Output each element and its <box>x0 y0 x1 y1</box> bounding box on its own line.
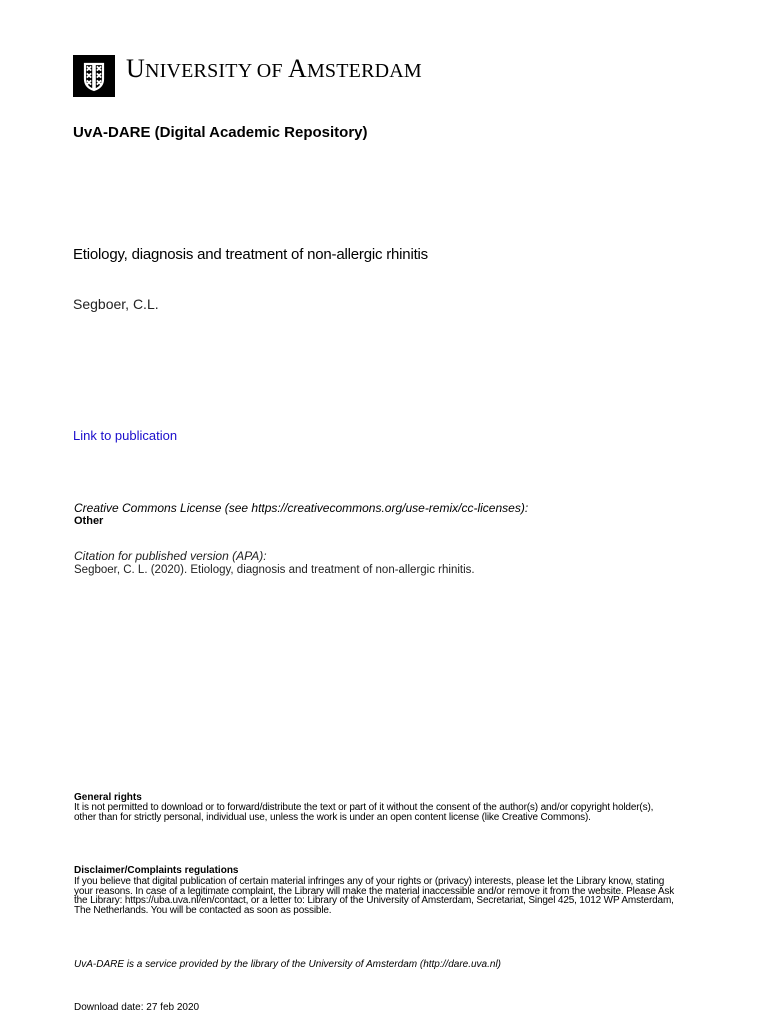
disclaimer-heading: Disclaimer/Complaints regulations <box>74 865 239 876</box>
license-value: Other <box>74 515 104 527</box>
univ-name-part-2: NIVERSITY OF <box>144 60 288 82</box>
license-label: Creative Commons License (see https://creativecommons.org/use-remix/cc-licenses): <box>74 501 529 515</box>
disclaimer-line: The Netherlands. You will be contacted as soon as possible. <box>74 904 332 916</box>
general-rights-line: It is not permitted to download or to forward/distribute the text or part of it without the consent of the author(s) and/or copyright holder(s), <box>74 802 654 813</box>
univ-name-part-3: A <box>287 54 307 83</box>
citation-label: Citation for published version (APA): <box>74 549 267 563</box>
university-name <box>126 55 422 85</box>
citation-value: Segboer, C. L. (2020). Etiology, diagnosis and treatment of non-allergic rhinitis. <box>74 564 475 576</box>
univ-name-part-1: U <box>126 54 145 83</box>
disclaimer-line: If you believe that digital publication of certain material infringes any of your rights or (privacy) interests, please let the Library know, stating <box>74 876 665 887</box>
publication-title: Etiology, diagnosis and treatment of non-allergic rhinitis <box>73 246 428 263</box>
general-rights-heading: General rights <box>74 792 142 803</box>
disclaimer-text <box>74 877 754 915</box>
repository-title: UvA-DARE (Digital Academic Repository) <box>73 124 368 141</box>
disclaimer-line: the Library: https://uba.uva.nl/en/contact, or a letter to: Library of the University of Amsterdam, Secretariat, Singel 425, 1012 WP Amsterdam, <box>74 895 674 906</box>
uva-crest-icon <box>73 55 115 97</box>
general-rights-text <box>74 803 754 822</box>
publication-author: Segboer, C.L. <box>73 296 159 312</box>
general-rights-line: other than for strictly personal, individual use, unless the work is under an open content license (like Creative Commons). <box>74 811 591 823</box>
univ-name-part-4: MSTERDAM <box>306 60 422 82</box>
disclaimer-line: your reasons. In case of a legitimate complaint, the Library will make the material inaccessible and/or remove it from the website. Please Ask <box>74 885 675 897</box>
download-date: Download date: 27 feb 2020 <box>74 1002 200 1013</box>
publication-link[interactable]: Link to publication <box>73 428 178 443</box>
service-note: UvA-DARE is a service provided by the library of the University of Amsterdam (http://dare.uva.nl) <box>74 959 502 970</box>
